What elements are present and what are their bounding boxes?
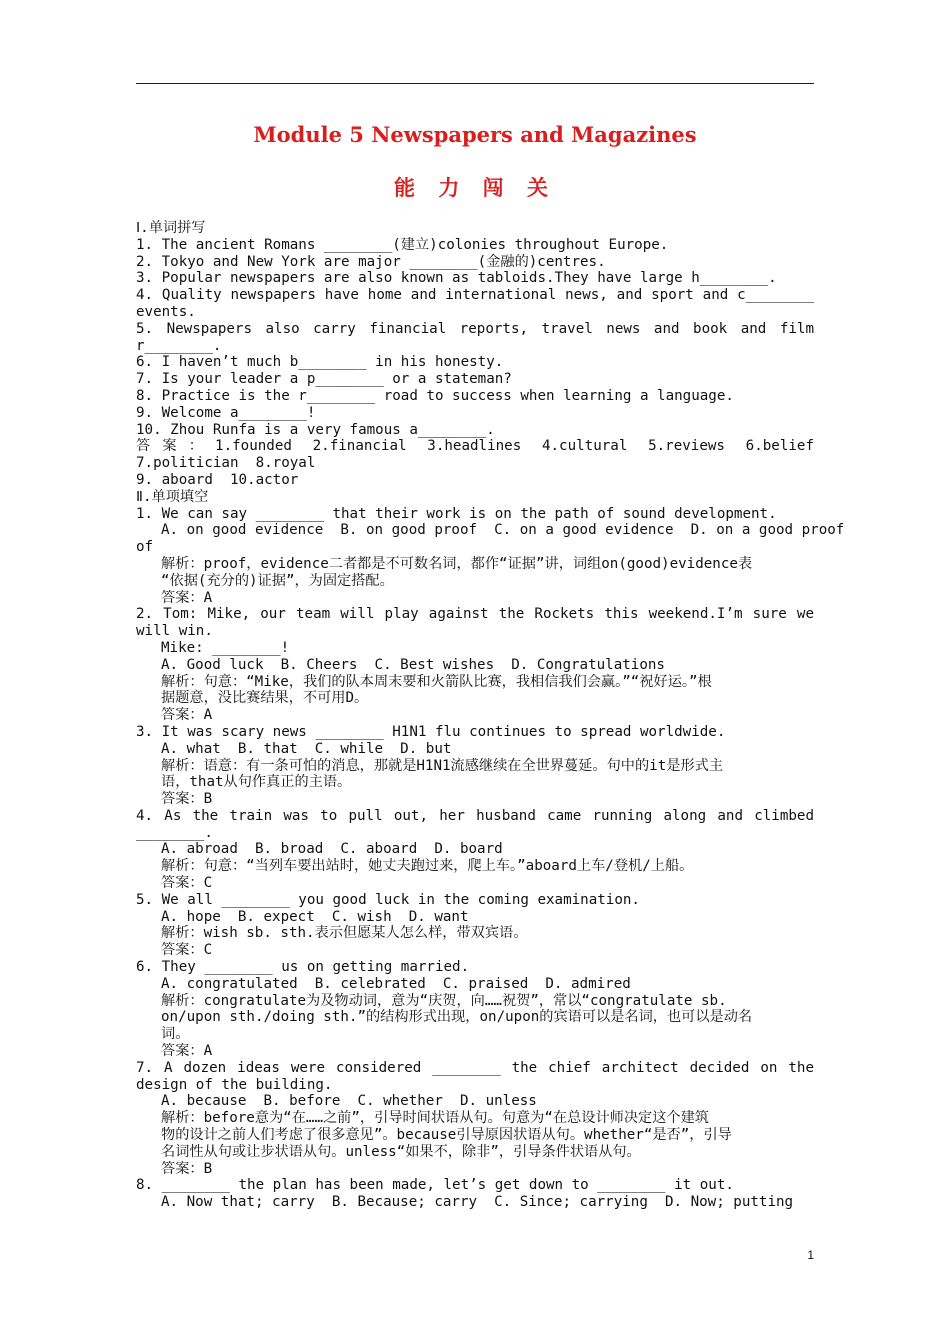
text-line: 6. I haven’t much b________ in his honesty.: [136, 354, 504, 371]
text-line: on/upon sth./doing sth.”的结构形式出现，on/upon的宾语可以是名词，也可以是动名: [161, 1009, 753, 1026]
text-line: 名词性从句或让步状语从句。unless“如果不，除非”，引导条件状语从句。: [161, 1143, 641, 1160]
text-line: ________.: [136, 824, 213, 841]
text-line: A. Now that; carry B. Because; carry C. Since; carrying D. Now; putting: [161, 1194, 794, 1211]
text-line: 答案：1.founded 2.financial 3.headlines 4.cultural 5.reviews 6.belief: [136, 438, 814, 455]
text-line: 10. Zhou Runfa is a very famous a________.: [136, 421, 495, 438]
text-line: 7. A dozen ideas were considered ________ the chief architect decided on the: [136, 1059, 814, 1076]
text-line: 据题意，没比赛结果，不可用D。: [161, 690, 369, 707]
text-line: A. hope B. expect C. wish D. want: [161, 908, 469, 925]
exercise-content: [136, 220, 845, 1211]
text-line: 答案：B: [161, 1160, 213, 1177]
text-line: Ⅰ.单词拼写: [136, 220, 206, 236]
text-line: A. congratulated B. celebrated C. praised D. admired: [161, 975, 631, 992]
text-line: 物的设计之前人们考虑了很多意见”。because引导原因状语从句。whether“是否”，引导: [161, 1127, 732, 1144]
text-line: 4. As the train was to pull out, her husband came running along and climbed: [136, 807, 814, 824]
text-line: A. on good evidence B. on good proof C. on a good evidence D. on a good proof: [161, 522, 845, 539]
text-line: 解析：句意：“当列车要出站时，她丈夫跑过来，爬上车。”aboard上车/登机/上船。: [161, 858, 694, 875]
text-line: design of the building.: [136, 1076, 333, 1093]
page-title: Module 5 Newspapers and Magazines: [253, 122, 697, 147]
text-line: 解析：proof，evidence二者都是不可数名词，都作“证据”讲，词组on(good)evidence表: [161, 555, 753, 572]
text-line: 7. Is your leader a p________ or a stateman?: [136, 371, 512, 388]
text-line: A. Good luck B. Cheers C. Best wishes D. Congratulations: [161, 656, 665, 673]
text-line: events.: [136, 303, 196, 320]
text-line: 2. Tokyo and New York are major ________(金融的)centres.: [136, 253, 606, 270]
text-line: will win.: [136, 623, 213, 640]
text-line: 3. Popular newspapers are also known as tabloids.They have large h________.: [136, 270, 777, 287]
text-line: 8. Practice is the r________ road to success when learning a language.: [136, 387, 734, 404]
text-line: A. what B. that C. while D. but: [161, 740, 452, 757]
text-line: 解析：句意：“Mike，我们的队本周末要和火箭队比赛，我相信我们会赢。”“祝好运。”根: [161, 673, 712, 690]
text-line: Ⅱ.单项填空: [136, 488, 209, 505]
text-line: 9. Welcome a________!: [136, 404, 316, 421]
text-line: 2. Tom: Mike, our team will play against the Rockets this weekend.I’m sure we: [136, 606, 814, 623]
text-line: 解析：wish sb. sth.表示但愿某人怎么样，带双宾语。: [161, 925, 528, 942]
text-line: 8. ________ the plan has been made, let’s get down to ________ it out.: [136, 1177, 734, 1194]
text-line: 答案：C: [161, 942, 213, 959]
page-subtitle: 能 力 闯 关: [394, 175, 556, 200]
text-line: 5. Newspapers also carry financial reports, travel news and book and film: [136, 320, 814, 337]
text-line: 词。: [161, 1026, 190, 1043]
text-line: 解析：congratulate为及物动词，意为“庆贺，向……祝贺”，常以“congratulate sb.: [161, 992, 727, 1009]
text-line: 答案：B: [161, 791, 213, 808]
text-line: 7.politician 8.royal: [136, 455, 316, 472]
text-line: 9. aboard 10.actor: [136, 471, 299, 488]
text-line: A. because B. before C. whether D. unless: [161, 1093, 537, 1110]
text-line: of: [136, 539, 154, 556]
text-line: r________.: [136, 337, 222, 354]
text-line: 4. Quality newspapers have home and international news, and sport and c________: [136, 287, 814, 304]
text-line: 答案：A: [161, 707, 213, 724]
text-line: 1. We can say ________ that their work is on the path of sound development.: [136, 505, 777, 522]
text-line: 1. The ancient Romans ________(建立)colonies throughout Europe.: [136, 236, 669, 253]
text-line: 答案：C: [161, 875, 213, 892]
header-rule: [136, 83, 814, 84]
text-line: 语，that从句作真正的主语。: [161, 774, 352, 791]
text-line: “依据(充分的)证据”，为固定搭配。: [161, 572, 394, 589]
page-number: 1: [807, 1248, 814, 1262]
text-line: A. abroad B. broad C. aboard D. board: [161, 841, 503, 858]
text-line: 答案：A: [161, 1043, 213, 1060]
text-line: 解析：before意为“在……之前”，引导时间状语从句。句意为“在总设计师决定这个建筑: [161, 1110, 709, 1127]
text-line: 3. It was scary news ________ H1N1 flu continues to spread worldwide.: [136, 723, 726, 740]
text-line: 6. They ________ us on getting married.: [136, 959, 470, 976]
text-line: 5. We all ________ you good luck in the coming examination.: [136, 891, 640, 908]
text-line: 解析：语意：有一条可怕的消息，那就是H1N1流感继续在全世界蔓延。句中的it是形式主: [161, 757, 724, 774]
text-line: Mike: ________!: [161, 639, 290, 656]
text-line: 答案：A: [161, 589, 213, 606]
